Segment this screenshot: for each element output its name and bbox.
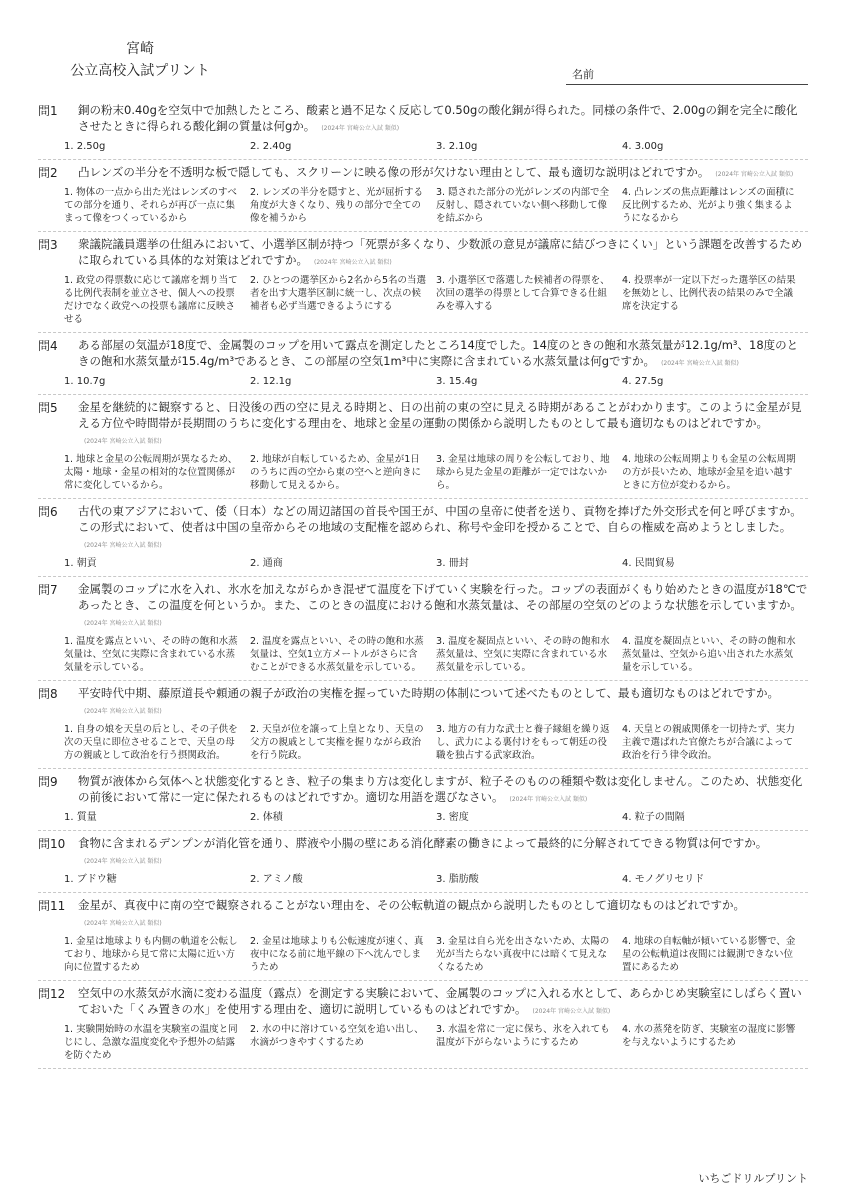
- question-text: 物質が液体から気体へと状態変化するとき、粒子の集まり方は変化しますが、粒子そのものの種類や数は変化しません。このため、状態変化の前後において常に一定に保たれるものはどれですか。適切な用語を選びなさい。: [78, 774, 803, 804]
- answer-choice[interactable]: 2. 2.40g: [250, 141, 292, 152]
- question-text-container: [78, 399, 808, 450]
- answer-choice[interactable]: 4. 温度を凝固点といい、その時の飽和水蒸気量は、空気から追い出された水蒸気量を示している。: [622, 636, 796, 673]
- choice-list: [64, 274, 808, 326]
- question-text: 食物に含まれるデンプンが消化管を通り、膵液や小腸の壁にある消化酵素の働きによって最終的に分解されてできる物質は何ですか。: [78, 836, 768, 850]
- choice-list: [64, 635, 808, 674]
- question-block: [38, 98, 808, 160]
- question-number: 問12: [38, 987, 66, 1001]
- answer-choice[interactable]: 4. 27.5g: [622, 376, 664, 387]
- choice-list: [64, 935, 808, 974]
- question-text: 金星を継続的に観察すると、日没後の西の空に見える時期と、日の出前の東の空に見える時期があることがわかります。このように金星が見える方位や時間帯が長期間のうちに変化する理由を、地球と金星の運動の関係から説明したものとして最も適切なものはどれですか。: [78, 400, 802, 430]
- answer-choice[interactable]: 3. 金星は自ら光を出さないため、太陽の光が当たらない真夜中には暗くて見えなくなるため: [436, 936, 610, 973]
- answer-choice[interactable]: 4. 凸レンズの焦点距離はレンズの面積に反比例するため、光がより強く集まるようになるから: [622, 187, 795, 224]
- question-source: (2024年 宮崎公立入試 類似): [84, 620, 162, 627]
- answer-choice[interactable]: 2. レンズの半分を隠すと、光が屈折する角度が大きくなり、残りの部分で全ての像を補うから: [250, 187, 424, 224]
- answer-choice[interactable]: 2. 地球が自転しているため、金星が1日のうちに西の空から東の空へと逆向きに移動して見えるから。: [250, 454, 422, 491]
- answer-choice[interactable]: 1. 朝貢: [64, 558, 97, 569]
- question-block: [38, 395, 808, 499]
- choice-list: [64, 186, 808, 225]
- question-number: 問8: [38, 687, 58, 701]
- answer-choice[interactable]: 3. 冊封: [436, 558, 469, 569]
- question-text-container: [78, 985, 808, 1020]
- answer-choice[interactable]: 1. 金星は地球よりも内側の軌道を公転しており、地球から見て常に太陽に近い方向に位置するため: [64, 936, 238, 973]
- header: [0, 0, 848, 100]
- question-block: [38, 681, 808, 769]
- question-text-container: [78, 503, 808, 554]
- question-number: 問1: [38, 104, 58, 118]
- answer-choice[interactable]: 4. 民間貿易: [622, 558, 675, 569]
- question-number: 問7: [38, 583, 58, 597]
- answer-choice[interactable]: 1. 自身の娘を天皇の后とし、その子供を次の天皇に即位させることで、天皇の母方の親戚として政治を行う摂関政治。: [64, 724, 238, 761]
- answer-choice[interactable]: 3. 水温を常に一定に保ち、氷を入れても温度が下がらないようにするため: [436, 1024, 610, 1048]
- choice-list: [64, 375, 808, 388]
- choice-list: [64, 557, 808, 570]
- answer-choice[interactable]: 2. 天皇が位を譲って上皇となり、天皇の父方の親戚として実権を握りながら政治を行う院政。: [250, 724, 424, 761]
- choice-list: [64, 873, 808, 886]
- answer-choice[interactable]: 1. 物体の一点から出た光はレンズのすべての部分を通り、それらが再び一点に集まって像をつくっているから: [64, 187, 237, 224]
- question-block: [38, 160, 808, 232]
- answer-choice[interactable]: 3. 小選挙区で落選した候補者の得票を、次回の選挙の得票として合算できる仕組みを導入する: [436, 275, 610, 312]
- choice-list: [64, 140, 808, 153]
- question-number: 問9: [38, 775, 58, 789]
- question-text: 古代の東アジアにおいて、倭（日本）などの周辺諸国の首長や国王が、中国の皇帝に使者を送り、貢物を捧げた外交形式を何と呼びますか。この形式において、使者は中国の皇帝からその地域の支配権を認められ、称号や金印を授かることで、自らの権威を高めようとしました。: [78, 504, 802, 534]
- question-text-container: [78, 773, 808, 808]
- question-text-container: [78, 897, 808, 932]
- question-text-container: [78, 164, 808, 183]
- question-source: (2024年 宮崎公立入試 類似): [84, 438, 162, 445]
- question-source: (2024年 宮崎公立入試 類似): [84, 542, 162, 549]
- answer-choice[interactable]: 3. 隠された部分の光がレンズの内部で全反射し、隠されていない側へ移動して像を結ぶから: [436, 187, 610, 224]
- question-text: 銅の粉末0.40gを空気中で加熱したところ、酸素と過不足なく反応して0.50gの酸化銅が得られた。同様の条件で、2.00gの銅を完全に酸化させたときに得られる酸化銅の質量は何gか。: [78, 103, 798, 133]
- answer-choice[interactable]: 3. 密度: [436, 812, 469, 823]
- question-source: (2024年 宮崎公立入試 類似): [661, 360, 739, 367]
- answer-choice[interactable]: 2. 水の中に溶けている空気を追い出し、水滴がつきやすくするため: [250, 1024, 424, 1048]
- question-block: [38, 769, 808, 831]
- choice-list: [64, 1023, 808, 1062]
- question-text-container: [78, 236, 808, 271]
- answer-choice[interactable]: 3. 15.4g: [436, 376, 478, 387]
- question-block: [38, 831, 808, 893]
- answer-choice[interactable]: 2. 通商: [250, 558, 283, 569]
- answer-choice[interactable]: 3. 脂肪酸: [436, 874, 479, 885]
- question-number: 問2: [38, 166, 58, 180]
- question-number: 問4: [38, 339, 58, 353]
- question-number: 問5: [38, 401, 58, 415]
- question-number: 問11: [38, 899, 66, 913]
- answer-choice[interactable]: 2. 金星は地球よりも公転速度が速く、真夜中になる前に地平線の下へ沈んでしまうため: [250, 936, 424, 973]
- answer-choice[interactable]: 1. 実験開始時の水温を実験室の温度と同じにし、急激な温度変化や予想外の結露を防ぐため: [64, 1024, 238, 1061]
- question-text: 衆議院議員選挙の仕組みにおいて、小選挙区制が持つ「死票が多くなり、少数派の意見が議席に結びつきにくい」という課題を改善するために取られている具体的な対策はどれですか。: [78, 237, 803, 267]
- answer-choice[interactable]: 2. 体積: [250, 812, 283, 823]
- question-list: [38, 98, 808, 1069]
- answer-choice[interactable]: 3. 地方の有力な武士と養子縁組を繰り返し、武力による裏付けをもって朝廷の役職を独占する武家政治。: [436, 724, 610, 761]
- question-text-container: [78, 581, 808, 632]
- question-block: [38, 232, 808, 333]
- question-source: (2024年 宮崎公立入試 類似): [84, 858, 162, 865]
- question-text-container: [78, 685, 808, 720]
- question-block: [38, 333, 808, 395]
- answer-choice[interactable]: 1. 2.50g: [64, 141, 106, 152]
- answer-choice[interactable]: 1. 政党の得票数に応じて議席を割り当てる比例代表制を並立させ、個人への投票だけでなく政党への投票も議席に反映させる: [64, 275, 238, 325]
- answer-choice[interactable]: 1. 10.7g: [64, 376, 106, 387]
- answer-choice[interactable]: 4. 3.00g: [622, 141, 664, 152]
- question-text-container: [78, 102, 808, 137]
- answer-choice[interactable]: 1. 地球と金星の公転周期が異なるため、太陽・地球・金星の相対的な位置関係が常に変化しているから。: [64, 454, 238, 491]
- question-number: 問10: [38, 837, 66, 851]
- question-number: 問6: [38, 505, 58, 519]
- question-text: 平安時代中期、藤原道長や頼通の親子が政治の実権を握っていた時期の体制について述べたものとして、最も適切なものはどれですか。: [78, 686, 780, 700]
- question-number: 問3: [38, 238, 58, 252]
- question-block: [38, 577, 808, 681]
- answer-choice[interactable]: 2. アミノ酸: [250, 874, 303, 885]
- question-block: [38, 499, 808, 577]
- answer-choice[interactable]: 1. 温度を露点といい、その時の飽和水蒸気量は、空気に実際に含まれている水蒸気量を示している。: [64, 636, 238, 673]
- question-text: 金属製のコップに水を入れ、氷水を加えながらかき混ぜて温度を下げていく実験を行った。コップの表面がくもり始めたときの温度が18℃であったとき、この温度を何というか。また、このときの温度における飽和水蒸気量は、その部屋の空気のどのような状態を示していますか。: [78, 582, 808, 612]
- question-block: [38, 893, 808, 981]
- question-source: (2024年 宮崎公立入試 類似): [509, 796, 588, 803]
- choice-list: [64, 811, 808, 824]
- choice-list: [64, 723, 808, 762]
- question-source: (2024年 宮崎公立入試 類似): [314, 259, 392, 266]
- answer-choice[interactable]: 4. 地球の自転軸が傾いている影響で、金星の公転軌道は夜間には観測できない位置にあるため: [622, 936, 796, 973]
- answer-choice[interactable]: 3. 2.10g: [436, 141, 478, 152]
- question-block: [38, 981, 808, 1069]
- footer-brand: いちごドリルプリント: [698, 1172, 808, 1185]
- answer-choice[interactable]: 3. 温度を凝固点といい、その時の飽和水蒸気量は、空気に実際に含まれている水蒸気量を示している。: [436, 636, 610, 673]
- answer-choice[interactable]: 1. 質量: [64, 812, 97, 823]
- question-text-container: [78, 337, 808, 372]
- question-source: (2024年 宮崎公立入試 類似): [84, 920, 162, 927]
- question-text: ある部屋の気温が18度で、金属製のコップを用いて露点を測定したところ14度でした。14度のときの飽和水蒸気量が12.1g/m³、18度のときの飽和水蒸気量が15.4g/m³であるとき、この部屋の空気1m³中に実際に含まれている水蒸気量は何gですか。: [78, 338, 799, 368]
- answer-choice[interactable]: 4. 粒子の間隔: [622, 812, 685, 823]
- question-text: 金星が、真夜中に南の空で観察されることがない理由を、その公転軌道の観点から説明したものとして適切なものはどれですか。: [78, 898, 745, 912]
- answer-choice[interactable]: 4. 地球の公転周期よりも金星の公転周期の方が長いため、地球が金星を追い越すときに方位が変わるから。: [622, 454, 796, 491]
- prefecture: 宮崎: [126, 41, 154, 57]
- question-text: 凸レンズの半分を不透明な板で隠しても、スクリーンに映る像の形が欠けない理由として、最も適切な説明はどれですか。: [78, 165, 710, 179]
- question-text-container: [78, 835, 808, 870]
- answer-choice[interactable]: 4. 投票率が一定以下だった選挙区の結果を無効とし、比例代表の結果のみで全議席を決定する: [622, 275, 796, 312]
- question-source: (2024年 宮崎公立入試 類似): [321, 125, 400, 132]
- question-text: 空気中の水蒸気が水滴に変わる温度（露点）を測定する実験において、金属製のコップに入れる水として、あらかじめ実験室にしばらく置いておいた「くみ置きの水」を使用する理由を、適切に説明しているものはどれですか。: [78, 986, 802, 1016]
- name-label: 名前: [572, 68, 594, 81]
- question-source: (2024年 宮崎公立入試 類似): [532, 1008, 611, 1015]
- answer-choice[interactable]: 3. 金星は地球の周りを公転しており、地球から見た金星の距離が一定ではないから。: [436, 454, 610, 491]
- answer-choice[interactable]: 4. 天皇との親戚関係を一切持たず、実力主義で選ばれた官僚たちが合議によって政治を行う律令政治。: [622, 724, 795, 761]
- answer-choice[interactable]: 2. ひとつの選挙区から2名から5名の当選者を出す大選挙区制に統一し、次点の候補者も必ず当選できるようにする: [250, 275, 426, 312]
- question-source: (2024年 宮崎公立入試 類似): [84, 708, 162, 715]
- answer-choice[interactable]: 1. ブドウ糖: [64, 874, 117, 885]
- answer-choice[interactable]: 4. 水の蒸発を防ぎ、実験室の湿度に影響を与えないようにするため: [622, 1024, 796, 1048]
- answer-choice[interactable]: 2. 温度を露点といい、その時の飽和水蒸気量は、空気1立方メートルがさらに含むことができる水蒸気量を示している。: [250, 636, 424, 673]
- answer-choice[interactable]: 4. モノグリセリド: [622, 874, 705, 885]
- page-title: 公立高校入試プリント: [70, 63, 210, 79]
- name-field[interactable]: [566, 84, 808, 85]
- question-source: (2024年 宮崎公立入試 類似): [715, 171, 794, 178]
- choice-list: [64, 453, 808, 492]
- answer-choice[interactable]: 2. 12.1g: [250, 376, 292, 387]
